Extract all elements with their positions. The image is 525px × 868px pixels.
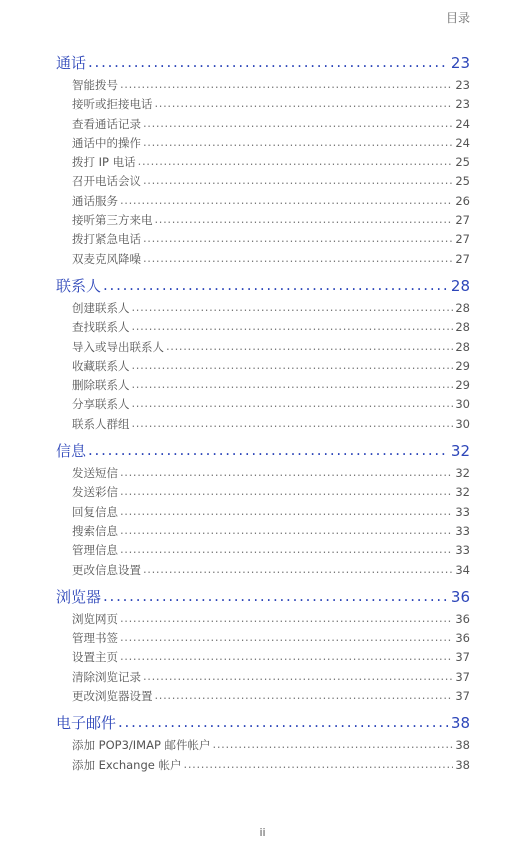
entry-title: 更改信息设置 bbox=[72, 562, 141, 577]
entry-page-number: 28 bbox=[455, 320, 470, 335]
section-page-number: 36 bbox=[450, 587, 470, 606]
entry-page-number: 25 bbox=[455, 155, 470, 170]
entry-title: 双麦克风降噪 bbox=[72, 251, 141, 266]
toc-entry[interactable] bbox=[56, 250, 470, 269]
dot-leader bbox=[132, 394, 454, 413]
toc-entry[interactable] bbox=[56, 648, 470, 667]
toc-entry[interactable] bbox=[56, 687, 470, 706]
entry-page-number: 23 bbox=[455, 78, 470, 92]
toc-entry[interactable] bbox=[56, 736, 470, 755]
entry-page-number: 23 bbox=[455, 97, 470, 112]
dot-leader bbox=[155, 686, 454, 705]
toc-entry[interactable] bbox=[56, 115, 470, 134]
dot-leader bbox=[88, 439, 449, 462]
section-page-number: 23 bbox=[450, 54, 470, 72]
dot-leader bbox=[132, 356, 454, 375]
entry-page-number: 38 bbox=[455, 757, 470, 772]
entry-page-number: 34 bbox=[455, 562, 470, 577]
dot-leader bbox=[132, 414, 454, 433]
toc-entry[interactable] bbox=[56, 503, 470, 522]
entry-page-number: 28 bbox=[455, 339, 470, 354]
dot-leader bbox=[120, 540, 453, 559]
running-header: 目录 bbox=[445, 11, 470, 25]
section-title: 电子邮件 bbox=[56, 714, 117, 733]
entry-title: 添加 POP3/IMAP 邮件帐户 bbox=[72, 738, 211, 753]
toc-entry[interactable] bbox=[56, 76, 470, 95]
entry-title: 回复信息 bbox=[72, 504, 118, 519]
dot-leader bbox=[143, 249, 453, 268]
section-page-number: 38 bbox=[450, 714, 470, 733]
toc-entry[interactable] bbox=[56, 541, 470, 560]
entry-page-number: 25 bbox=[455, 174, 470, 189]
toc-entry[interactable] bbox=[56, 415, 470, 434]
entry-page-number: 33 bbox=[455, 504, 470, 519]
entry-page-number: 32 bbox=[455, 466, 470, 481]
toc-entry[interactable] bbox=[56, 483, 470, 502]
toc-entry[interactable] bbox=[56, 192, 470, 211]
dot-leader bbox=[120, 647, 453, 666]
dot-leader bbox=[143, 114, 453, 133]
entry-title: 发送短信 bbox=[72, 466, 118, 481]
toc-entry[interactable] bbox=[56, 464, 470, 483]
entry-title: 管理书签 bbox=[72, 631, 118, 646]
dot-leader bbox=[103, 274, 449, 297]
entry-page-number: 29 bbox=[455, 378, 470, 393]
entry-title: 接听第三方来电 bbox=[72, 213, 153, 228]
entry-page-number: 37 bbox=[455, 689, 470, 704]
toc-entry[interactable] bbox=[56, 134, 470, 153]
entry-title: 查看通话记录 bbox=[72, 116, 141, 131]
dot-leader bbox=[120, 609, 453, 628]
dot-leader bbox=[132, 298, 454, 317]
toc-entry[interactable] bbox=[56, 668, 470, 687]
entry-title: 通话中的操作 bbox=[72, 135, 141, 150]
entry-page-number: 27 bbox=[455, 213, 470, 228]
dot-leader bbox=[143, 229, 453, 248]
toc-entry[interactable] bbox=[56, 299, 470, 318]
toc-section-heading[interactable] bbox=[56, 52, 470, 75]
entry-page-number: 24 bbox=[455, 116, 470, 131]
dot-leader bbox=[120, 521, 453, 540]
entry-title: 联系人群组 bbox=[72, 416, 130, 431]
dot-leader bbox=[132, 375, 454, 394]
toc-section bbox=[56, 586, 470, 706]
entry-title: 导入或导出联系人 bbox=[72, 339, 164, 354]
entry-title: 添加 Exchange 帐户 bbox=[72, 757, 182, 772]
entry-page-number: 24 bbox=[455, 135, 470, 150]
dot-leader bbox=[120, 482, 453, 501]
toc-entry[interactable] bbox=[56, 756, 470, 775]
toc-section bbox=[56, 275, 470, 434]
section-page-number: 28 bbox=[450, 276, 470, 295]
toc-entry[interactable] bbox=[56, 376, 470, 395]
entry-page-number: 32 bbox=[455, 485, 470, 500]
dot-leader bbox=[213, 735, 454, 754]
dot-leader bbox=[166, 337, 453, 356]
toc-entry[interactable] bbox=[56, 610, 470, 629]
entry-page-number: 30 bbox=[455, 397, 470, 412]
entry-title: 召开电话会议 bbox=[72, 174, 141, 189]
dot-leader bbox=[155, 94, 454, 113]
toc-entry[interactable] bbox=[56, 629, 470, 648]
entry-title: 分享联系人 bbox=[72, 397, 130, 412]
dot-leader bbox=[120, 191, 453, 210]
entry-page-number: 29 bbox=[455, 358, 470, 373]
entry-page-number: 36 bbox=[455, 611, 470, 626]
toc-section bbox=[56, 52, 470, 269]
toc-entry[interactable] bbox=[56, 318, 470, 337]
entry-title: 设置主页 bbox=[72, 650, 118, 665]
entry-page-number: 28 bbox=[455, 300, 470, 315]
section-title: 信息 bbox=[56, 442, 87, 461]
entry-title: 发送彩信 bbox=[72, 485, 118, 500]
toc-entry[interactable] bbox=[56, 211, 470, 230]
dot-leader bbox=[143, 171, 453, 190]
dot-leader bbox=[103, 585, 449, 608]
toc-section-heading[interactable] bbox=[56, 586, 470, 609]
section-page-number: 32 bbox=[450, 442, 470, 461]
entry-title: 清除浏览记录 bbox=[72, 669, 141, 684]
dot-leader bbox=[132, 317, 454, 336]
toc-entry[interactable] bbox=[56, 95, 470, 114]
dot-leader bbox=[120, 502, 453, 521]
entry-title: 搜索信息 bbox=[72, 523, 118, 538]
section-title: 通话 bbox=[56, 54, 87, 72]
entry-title: 浏览网页 bbox=[72, 611, 118, 626]
toc-entry[interactable] bbox=[56, 522, 470, 541]
toc-section-heading[interactable] bbox=[56, 275, 470, 298]
dot-leader bbox=[118, 711, 449, 734]
entry-title: 收藏联系人 bbox=[72, 358, 130, 373]
entry-page-number: 30 bbox=[455, 416, 470, 431]
toc-section-heading[interactable] bbox=[56, 440, 470, 463]
entry-page-number: 26 bbox=[455, 193, 470, 208]
entry-title: 智能拨号 bbox=[72, 78, 118, 92]
table-of-contents bbox=[56, 52, 470, 781]
dot-leader bbox=[143, 133, 453, 152]
toc-entry[interactable] bbox=[56, 395, 470, 414]
toc-section bbox=[56, 440, 470, 580]
entry-title: 创建联系人 bbox=[72, 300, 130, 315]
entry-title: 拨打紧急电话 bbox=[72, 232, 141, 247]
entry-title: 管理信息 bbox=[72, 543, 118, 558]
dot-leader bbox=[138, 152, 454, 171]
dot-leader bbox=[184, 755, 454, 774]
toc-entry[interactable] bbox=[56, 153, 470, 172]
entry-page-number: 27 bbox=[455, 232, 470, 247]
toc-entry[interactable] bbox=[56, 172, 470, 191]
entry-page-number: 38 bbox=[455, 738, 470, 753]
dot-leader bbox=[88, 51, 449, 74]
dot-leader bbox=[143, 667, 453, 686]
toc-section bbox=[56, 712, 470, 775]
toc-entry[interactable] bbox=[56, 338, 470, 357]
toc-entry[interactable] bbox=[56, 230, 470, 249]
entry-title: 删除联系人 bbox=[72, 378, 130, 393]
dot-leader bbox=[120, 75, 453, 94]
entry-page-number: 27 bbox=[455, 251, 470, 266]
toc-section-heading[interactable] bbox=[56, 712, 470, 735]
entry-title: 接听或拒接电话 bbox=[72, 97, 153, 112]
toc-entry[interactable] bbox=[56, 357, 470, 376]
section-title: 联系人 bbox=[56, 276, 102, 295]
entry-page-number: 33 bbox=[455, 543, 470, 558]
dot-leader bbox=[143, 560, 453, 579]
page-number: ii bbox=[259, 826, 266, 839]
entry-title: 拨打 IP 电话 bbox=[72, 155, 136, 170]
dot-leader bbox=[155, 210, 454, 229]
dot-leader bbox=[120, 628, 453, 647]
entry-page-number: 37 bbox=[455, 650, 470, 665]
entry-title: 更改浏览器设置 bbox=[72, 689, 153, 704]
section-title: 浏览器 bbox=[56, 587, 102, 606]
dot-leader bbox=[120, 463, 453, 482]
entry-page-number: 33 bbox=[455, 523, 470, 538]
toc-entry[interactable] bbox=[56, 561, 470, 580]
entry-page-number: 37 bbox=[455, 669, 470, 684]
entry-title: 查找联系人 bbox=[72, 320, 130, 335]
entry-title: 通话服务 bbox=[72, 193, 118, 208]
entry-page-number: 36 bbox=[455, 631, 470, 646]
